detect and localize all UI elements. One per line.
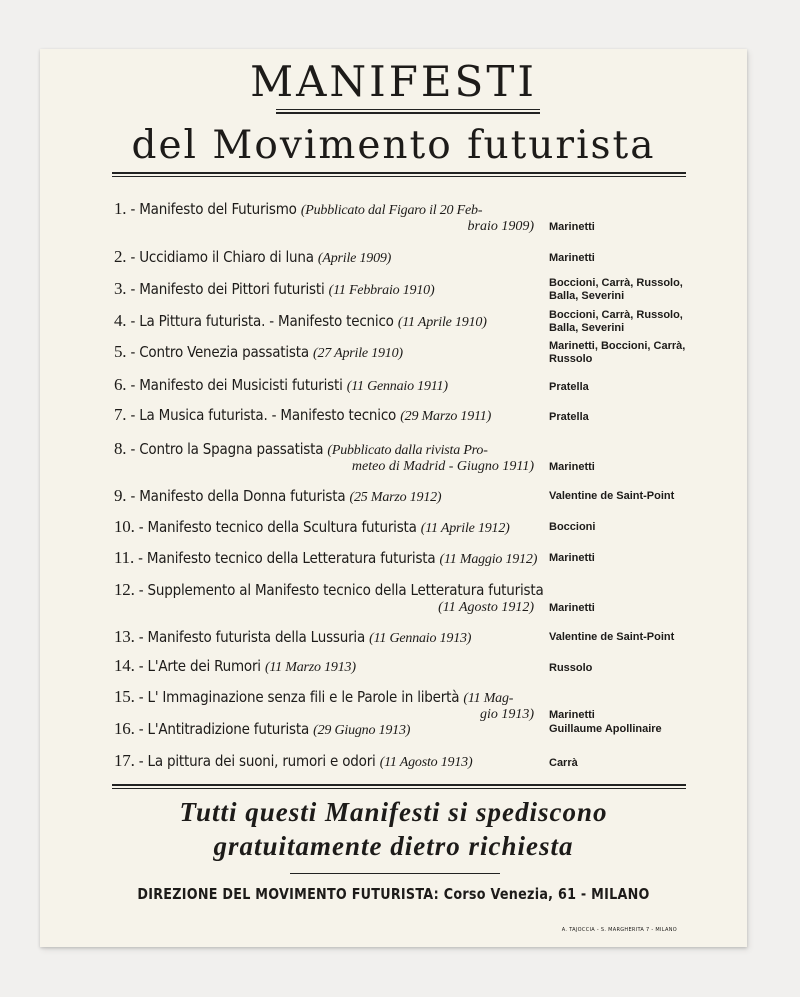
- entry-number: 7.: [114, 405, 127, 424]
- entry-dash: -: [126, 280, 140, 298]
- manifesto-entry-line: [114, 375, 448, 395]
- entry-author: Boccioni, Carrà, Russolo, Balla, Severini: [549, 277, 683, 302]
- entry-number: 17.: [114, 751, 135, 770]
- entry-title: Contro la Spagna passatista: [139, 440, 324, 458]
- entry-date-continuation: gio 1913): [479, 707, 534, 722]
- manifesto-entry-line: [114, 517, 510, 537]
- footer-divider-thick: [112, 784, 686, 786]
- entry-dash: -: [134, 628, 148, 646]
- manifesto-entry-line: [114, 342, 403, 362]
- entry-author: Marinetti: [549, 602, 595, 614]
- entry-author: Pratella: [549, 381, 589, 393]
- entry-author: Boccioni, Carrà, Russolo, Balla, Severini: [549, 309, 683, 334]
- entry-date: (11 Maggio 1912): [439, 552, 538, 567]
- entry-author: Carrà: [549, 757, 578, 769]
- entry-title: Uccidiamo il Chiaro di luna: [139, 248, 314, 266]
- entry-number: 15.: [114, 687, 135, 706]
- entry-date: (Pubblicato dalla rivista Pro-: [327, 443, 488, 458]
- entry-dash: -: [134, 581, 148, 599]
- manifesto-entry-line: [114, 199, 482, 219]
- entry-date: (11 Aprile 1912): [420, 521, 510, 536]
- entry-date: (11 Marzo 1913): [264, 660, 356, 675]
- entry-number: 8.: [114, 439, 127, 458]
- entry-title: Manifesto futurista della Lussuria: [147, 628, 366, 646]
- entry-author: Valentine de Saint-Point: [549, 490, 675, 502]
- manifesto-entry-line: [114, 311, 487, 331]
- entry-dash: -: [134, 720, 148, 738]
- page-subtitle: del Movimento futurista: [131, 123, 656, 168]
- entry-author: Marinetti: [549, 252, 595, 264]
- entry-dash: -: [134, 752, 148, 770]
- entry-date: (11 Aprile 1910): [397, 315, 487, 330]
- entry-date: (11 Gennaio 1913): [369, 631, 472, 646]
- entry-date: (11 Agosto 1913): [379, 755, 473, 770]
- manifesto-entry-line: [114, 580, 544, 600]
- entry-title: La pittura dei suoni, rumori e odori: [147, 752, 376, 770]
- footer-note-line1: Tutti questi Manifesti si spediscono: [179, 797, 608, 827]
- manifesto-entry-line: [114, 405, 491, 425]
- entry-number: 4.: [114, 311, 127, 330]
- entry-author: Valentine de Saint-Point: [549, 631, 675, 643]
- entry-dash: -: [126, 343, 140, 361]
- entry-date: (Pubblicato dal Figaro il 20 Feb-: [300, 203, 483, 218]
- entry-title: L'Arte dei Rumori: [147, 657, 261, 675]
- entry-date: (11 Mag-: [463, 691, 514, 706]
- entry-title: Manifesto dei Pittori futuristi: [139, 280, 325, 298]
- page-title: MANIFESTI: [250, 57, 537, 106]
- manifesto-entry-line: [114, 719, 410, 739]
- entry-number: 11.: [114, 548, 135, 567]
- manifesto-entry-line: [114, 751, 472, 771]
- manifesto-entry-line: [114, 486, 441, 506]
- entry-author: Marinetti: [549, 221, 595, 233]
- entry-dash: -: [126, 312, 140, 330]
- entry-date: (25 Marzo 1912): [349, 490, 442, 505]
- entry-title: L' Immaginazione senza fili e le Parole in libertà: [147, 688, 460, 706]
- manifesto-entry-line: [114, 548, 537, 568]
- entry-date-continuation: braio 1909): [467, 219, 534, 234]
- entry-title: Manifesto tecnico della Scultura futurista: [147, 518, 417, 536]
- entry-date: (29 Giugno 1913): [313, 723, 411, 738]
- entry-dash: -: [134, 657, 148, 675]
- entry-title: Manifesto del Futurismo: [139, 200, 297, 218]
- entry-number: 14.: [114, 656, 135, 675]
- entry-number: 10.: [114, 517, 135, 536]
- entry-author: Pratella: [549, 411, 589, 423]
- entry-number: 3.: [114, 279, 127, 298]
- entry-number: 5.: [114, 342, 127, 361]
- manifesto-entry-line: [114, 627, 471, 647]
- entry-title: Supplemento al Manifesto tecnico della Letteratura futurista: [147, 581, 544, 599]
- header-divider-thick: [112, 172, 686, 174]
- address-value: Corso Venezia, 61 - MILANO: [443, 885, 650, 903]
- entry-date: (11 Febbraio 1910): [328, 283, 435, 298]
- entry-date: (27 Aprile 1910): [313, 346, 403, 361]
- entry-author: Marinetti: [549, 552, 595, 564]
- manifesto-entry-line: [114, 279, 434, 299]
- entry-author: Marinetti, Boccioni, Carrà, Russolo: [549, 340, 686, 365]
- entry-author: Russolo: [549, 662, 593, 674]
- entry-author: Marinetti: [549, 461, 595, 473]
- entry-title: Manifesto tecnico della Letteratura futurista: [146, 549, 436, 567]
- address-label: DIREZIONE DEL MOVIMENTO FUTURISTA:: [137, 885, 440, 903]
- entry-number: 12.: [114, 580, 135, 599]
- entry-dash: -: [134, 518, 148, 536]
- footer-short-rule: [290, 873, 500, 874]
- entry-date-continuation: (11 Agosto 1912): [438, 600, 534, 615]
- entry-title: Manifesto della Donna futurista: [139, 487, 346, 505]
- manifesto-entry-line: [114, 247, 391, 267]
- header-divider-thin: [112, 176, 686, 177]
- entry-number: 9.: [114, 486, 127, 505]
- entry-number: 13.: [114, 627, 135, 646]
- entry-dash: -: [134, 688, 148, 706]
- entry-author: Boccioni: [549, 521, 596, 533]
- entry-date: (11 Gennaio 1911): [346, 379, 448, 394]
- footer-note-line2: gratuitamente dietro richiesta: [213, 831, 574, 861]
- entry-title: Manifesto dei Musicisti futuristi: [139, 376, 343, 394]
- entry-dash: -: [126, 440, 140, 458]
- entry-number: 2.: [114, 247, 127, 266]
- entry-date: (29 Marzo 1911): [400, 409, 492, 424]
- entry-date: (Aprile 1909): [317, 251, 392, 266]
- entry-number: 6.: [114, 375, 127, 394]
- manifesto-entry-line: [114, 439, 488, 459]
- manifesto-entry-line: [114, 656, 356, 676]
- entry-author: Guillaume Apollinaire: [549, 723, 662, 735]
- entry-title: L'Antitradizione futurista: [147, 720, 310, 738]
- entry-author: Marinetti: [549, 709, 595, 721]
- entry-dash: -: [126, 487, 140, 505]
- entry-dash: -: [126, 406, 140, 424]
- entry-number: 16.: [114, 719, 135, 738]
- entry-number: 1.: [114, 199, 127, 218]
- entry-date-continuation: meteo di Madrid - Giugno 1911): [351, 459, 534, 474]
- entry-dash: -: [134, 549, 147, 567]
- entry-dash: -: [126, 376, 140, 394]
- footer-divider-thin: [112, 788, 686, 789]
- manifesto-sheet: [40, 49, 747, 947]
- title-rule-upper: [276, 109, 540, 110]
- manifesto-entry-line: [114, 687, 513, 707]
- title-rule-lower: [276, 112, 540, 114]
- entry-title: Contro Venezia passatista: [139, 343, 309, 361]
- entry-dash: -: [126, 248, 140, 266]
- entry-dash: -: [126, 200, 140, 218]
- entry-title: La Pittura futurista. - Manifesto tecnico: [139, 312, 394, 330]
- printer-imprint: A. TAJOCCIA - S. MARGHERITA 7 - MILANO: [561, 927, 677, 933]
- entry-title: La Musica futurista. - Manifesto tecnico: [139, 406, 397, 424]
- address-line: [93, 885, 694, 903]
